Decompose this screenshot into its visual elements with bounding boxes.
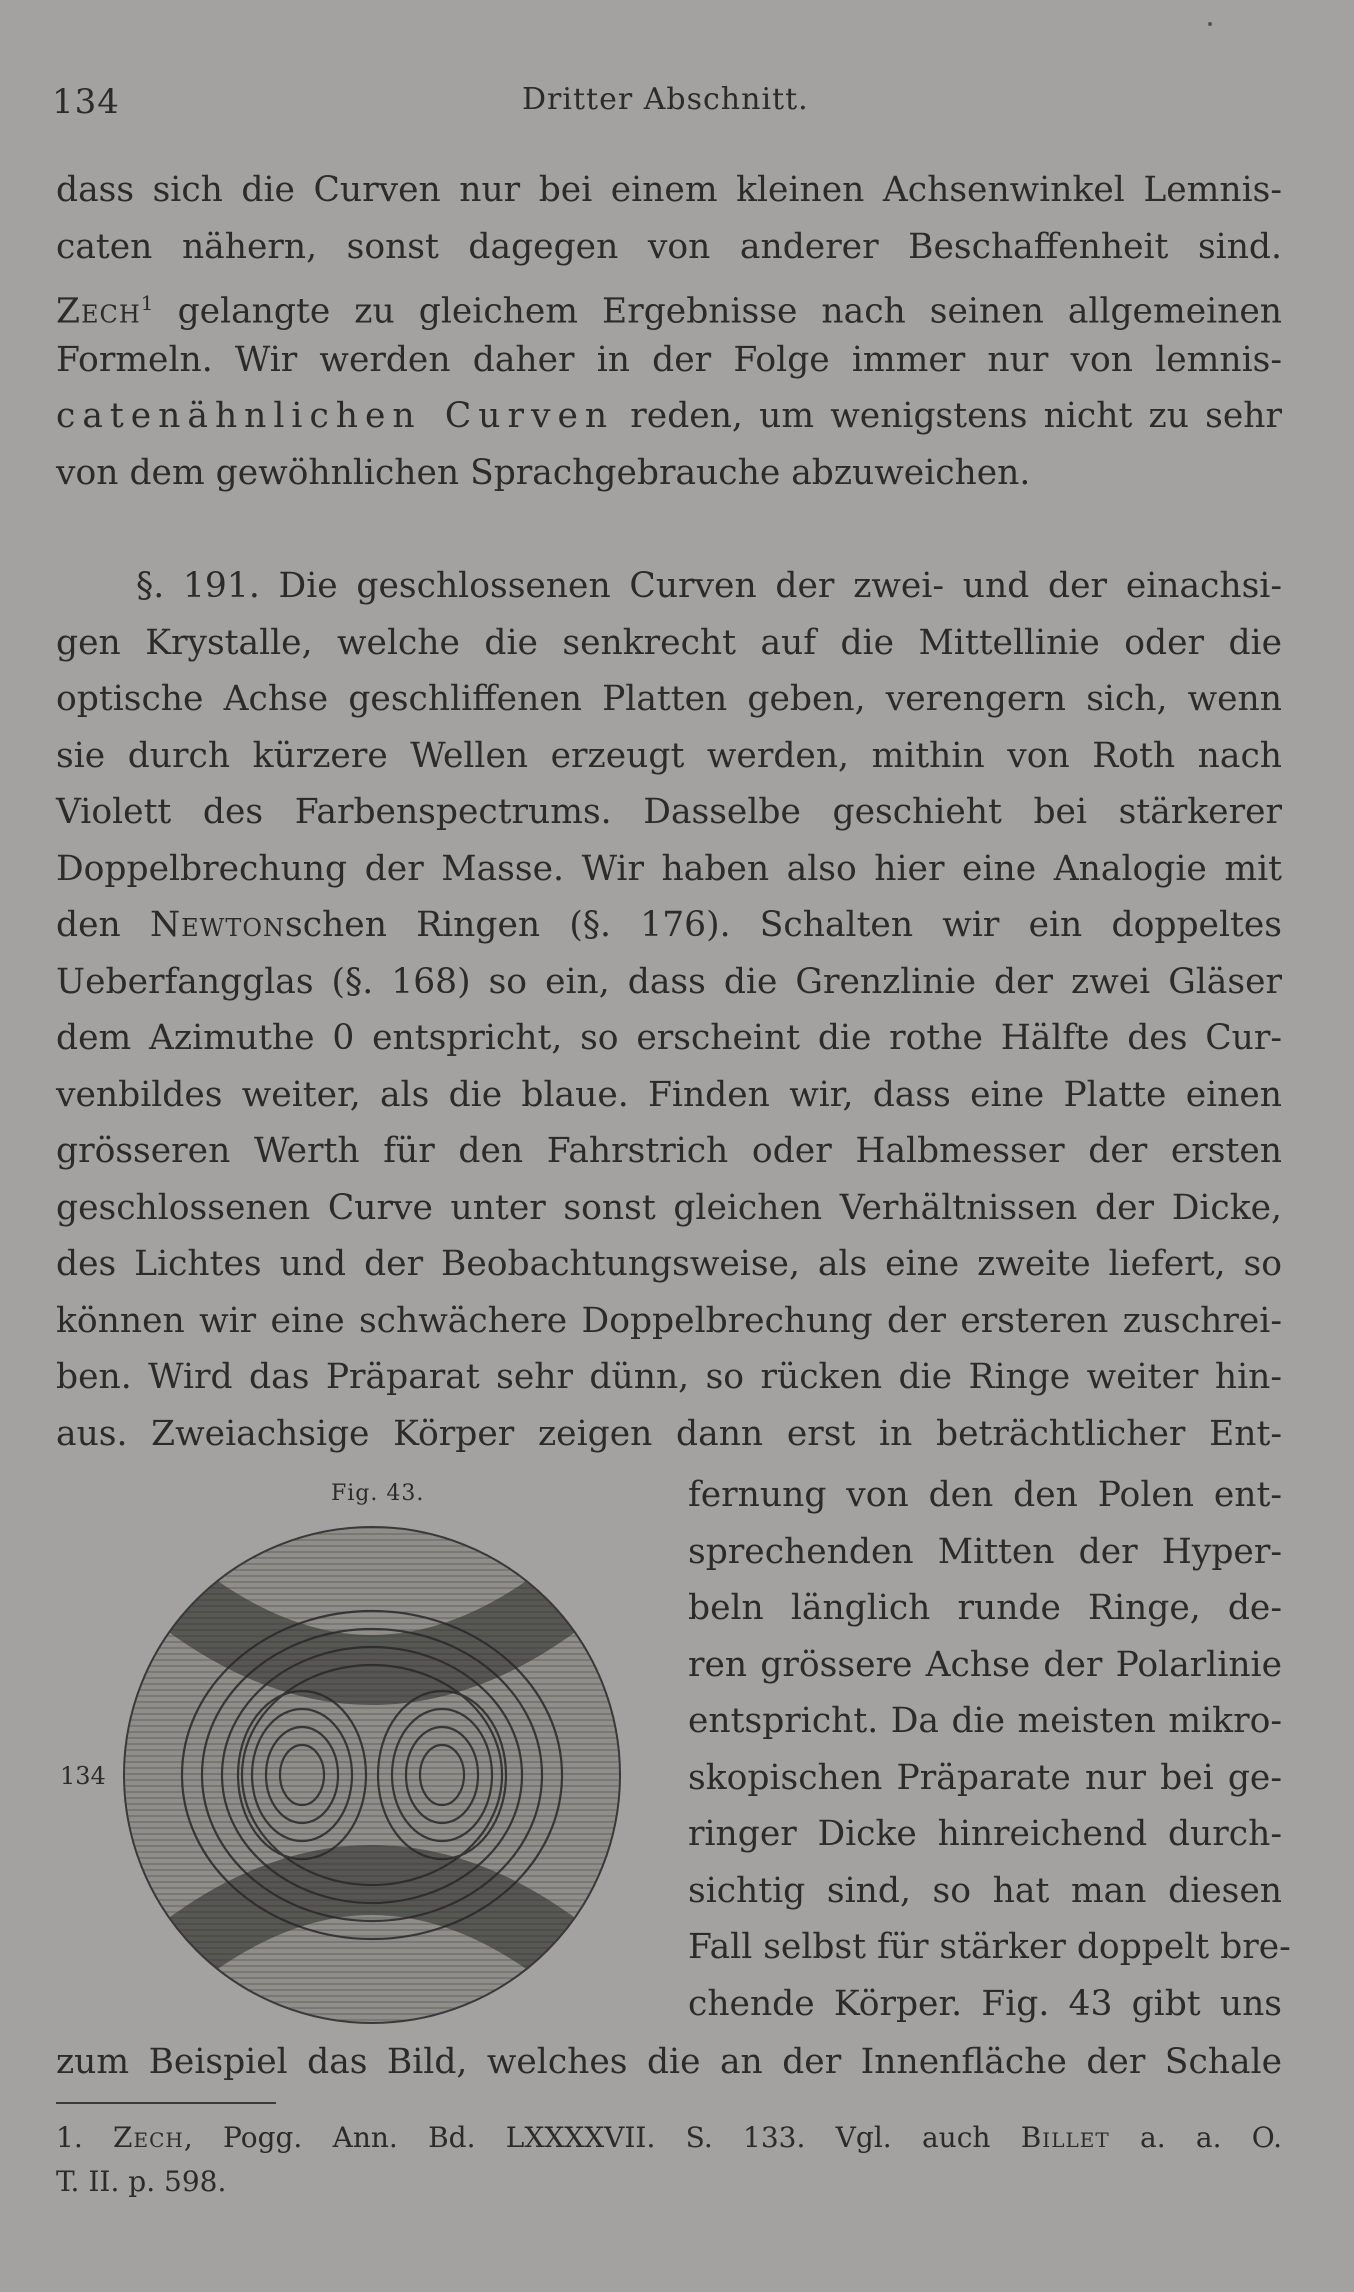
text-line: chende Körper. Fig. 43 gibt uns	[688, 1983, 1282, 2024]
text-fragment: a. a. O.	[1109, 2121, 1282, 2154]
footnote-marker: 1	[140, 291, 154, 315]
text-line	[56, 275, 1282, 332]
footnote	[56, 2116, 1282, 2204]
author-name: Zech	[113, 2121, 184, 2154]
text-fragment: dem Azimuthe 0	[56, 1018, 355, 1058]
text-line	[56, 897, 1282, 954]
author-name: Zech	[56, 291, 141, 332]
text-line: sprechenden Mitten der Hyper-	[688, 1531, 1282, 1572]
running-title: Dritter Abschnitt.	[522, 82, 809, 117]
text-line: zum Beispiel das Bild, welches die an der Innenfläche der Schale	[56, 2042, 1282, 2082]
wrapped-text-column	[688, 1467, 1291, 2032]
footnote-line: T. II. p. 598.	[56, 2165, 227, 2198]
text-line: beln länglich runde Ringe, de-	[688, 1588, 1282, 1628]
paragraph-191	[56, 558, 1282, 1462]
footnote-line	[56, 2116, 1282, 2160]
text-fragment: 1.	[56, 2121, 114, 2154]
text-line: caten nähern, sonst dagegen von anderer Beschaffenheit sind.	[56, 226, 1282, 267]
text-line: aus. Zweiachsige Körper zeigen dann erst in beträchtlicher Ent-	[56, 1413, 1282, 1454]
text-line: skopischen Präparate nur bei ge-	[688, 1757, 1282, 1798]
text-line: Doppelbrechung der Masse. Wir haben also hier eine Analogie mit	[56, 848, 1282, 889]
text-line: venbildes weiter, als die blaue. Finden wir, dass eine Platte einen	[56, 1074, 1282, 1115]
paper-speck	[1208, 22, 1212, 26]
spaced-emphasis: catenähnlichen Curven	[56, 396, 615, 436]
text-line: fernung von den den Polen ent-	[688, 1475, 1282, 1515]
text-line: ben. Wird das Präparat sehr dünn, so rücken die Ringe weiter hin-	[56, 1357, 1282, 1397]
text-line	[56, 388, 1282, 445]
footnote-rule	[56, 2102, 276, 2104]
text-line: des Lichtes und der Beobachtungsweise, als eine zweite liefert, so	[56, 1244, 1282, 1284]
text-line: entspricht. Da die meisten mikro-	[688, 1701, 1282, 1741]
text-line: optische Achse geschliffenen Platten geben, verengern sich, wenn	[56, 679, 1282, 719]
text-line: grösseren Werth für den Fahrstrich oder Halbmesser der ersten	[56, 1131, 1282, 1171]
interference-figure-image	[122, 1525, 622, 2025]
text-fragment: gelangte zu gleichem Ergebnisse nach seinen allgemeinen	[153, 291, 1282, 332]
text-line: sichtig sind, so hat man diesen	[688, 1870, 1282, 1911]
margin-mark: 134	[60, 1762, 106, 1790]
text-line: ren grössere Achse der Polarlinie	[688, 1644, 1282, 1685]
text-line: von dem gewöhnlichen Sprachgebrauche abzuweichen.	[56, 452, 1031, 493]
text-fragment: , Pogg. Ann. Bd. LXXXXVII. S. 133. Vgl. auch	[183, 2121, 1021, 2154]
text-line	[56, 1010, 1282, 1067]
text-fragment: reden, um wenigstens nicht zu sehr	[614, 396, 1282, 436]
section-line: §. 191. Die geschlossenen Curven der zwei- und der einachsi-	[136, 566, 1282, 606]
text-fragment: schen Ringen (§. 176). Schalten wir ein doppeltes	[285, 905, 1282, 945]
text-line: geschlossenen Curve unter sonst gleichen Verhältnissen der Dicke,	[56, 1187, 1282, 1228]
text-line: ringer Dicke hinreichend durch-	[688, 1814, 1282, 1854]
page-header	[52, 82, 1282, 132]
paragraph-continuation	[56, 162, 1282, 501]
author-name: Billet	[1020, 2121, 1110, 2154]
text-line: Formeln. Wir werden daher in der Folge immer nur von lemnis-	[56, 339, 1282, 380]
text-line: Ueberfangglas (§. 168) so ein, dass die Grenzlinie der zwei Gläser	[56, 961, 1282, 1002]
text-line: Violett des Farbenspectrums. Dasselbe geschieht bei stärkerer	[56, 792, 1282, 832]
text-line: gen Krystalle, welche die senkrecht auf die Mittellinie oder die	[56, 622, 1282, 663]
text-after-figure	[56, 2034, 1282, 2091]
text-fragment: entspricht, so erscheint die rothe Hälfte des Cur-	[354, 1018, 1282, 1058]
page-number: 134	[52, 82, 120, 122]
figure-caption: Fig. 43.	[331, 1481, 425, 1506]
text-fragment: den	[56, 905, 150, 945]
text-line: können wir eine schwächere Doppelbrechung der ersteren zuschrei-	[56, 1300, 1282, 1341]
figure-43	[56, 1467, 656, 2047]
text-line: dass sich die Curven nur bei einem kleinen Achsenwinkel Lemnis-	[56, 170, 1282, 210]
text-line: Fall selbst für stärker doppelt bre-	[688, 1927, 1291, 1967]
author-name: Newton	[149, 905, 286, 945]
text-line: sie durch kürzere Wellen erzeugt werden, mithin von Roth nach	[56, 735, 1282, 776]
